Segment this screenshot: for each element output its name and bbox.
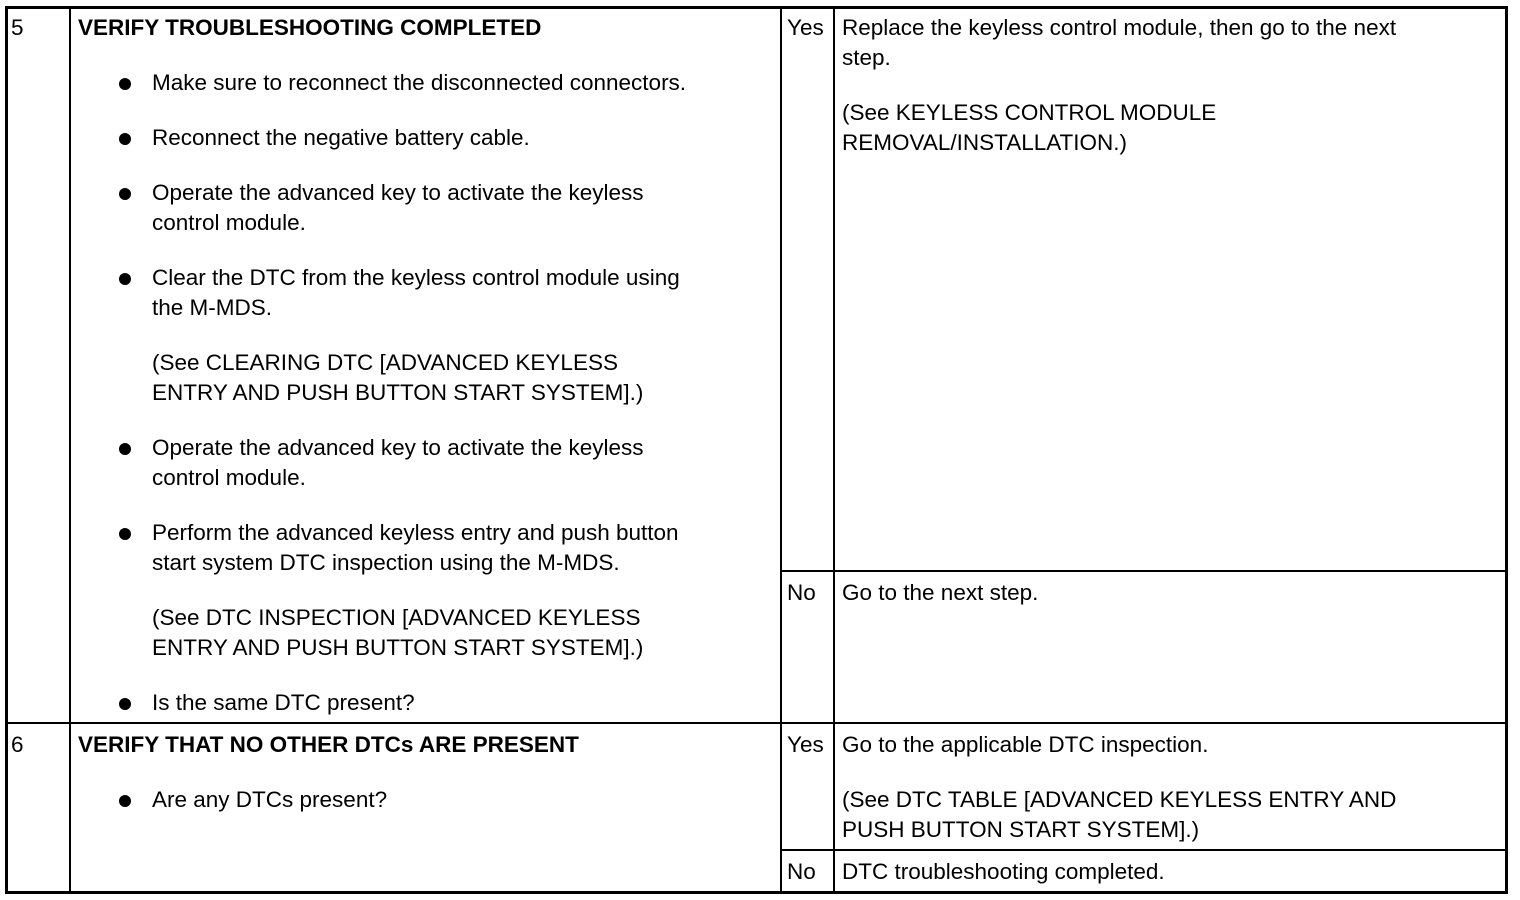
check-item-text: the M-MDS. xyxy=(152,295,273,320)
troubleshooting-table xyxy=(5,6,1508,894)
action-text: step. xyxy=(842,45,891,70)
result-no-label: No xyxy=(787,580,816,605)
bullet-icon xyxy=(119,443,131,455)
bullet-icon xyxy=(119,188,131,200)
check-item-text: Reconnect the negative battery cable. xyxy=(152,125,530,150)
result-yes-label: Yes xyxy=(787,15,824,40)
reference-text: ENTRY AND PUSH BUTTON START SYSTEM].) xyxy=(152,635,644,660)
step-number: 5 xyxy=(11,15,24,40)
row-divider-step6-yes-no xyxy=(780,849,1505,851)
check-item-text: Are any DTCs present? xyxy=(152,787,388,812)
result-no-label: No xyxy=(787,859,816,884)
row-divider-step-6 xyxy=(5,722,1508,724)
check-item-text: control module. xyxy=(152,210,306,235)
action-text: Replace the keyless control module, then go to the next xyxy=(842,15,1397,40)
column-divider-action xyxy=(833,6,835,894)
column-divider-number xyxy=(69,6,71,894)
bullet-icon xyxy=(119,698,131,710)
check-item-text: start system DTC inspection using the M-MDS. xyxy=(152,550,620,575)
check-item-text: Operate the advanced key to activate the keyless xyxy=(152,180,644,205)
row-divider-step5-yes-no xyxy=(780,570,1505,572)
result-yes-label: Yes xyxy=(787,732,824,757)
check-item-text: Perform the advanced keyless entry and push button xyxy=(152,520,679,545)
check-item-text: control module. xyxy=(152,465,306,490)
bullet-icon xyxy=(119,795,131,807)
check-item-text: Operate the advanced key to activate the keyless xyxy=(152,435,644,460)
reference-text: REMOVAL/INSTALLATION.) xyxy=(842,130,1128,155)
check-item-text: Make sure to reconnect the disconnected connectors. xyxy=(152,70,687,95)
bullet-icon xyxy=(119,78,131,90)
check-item-text: Clear the DTC from the keyless control module using xyxy=(152,265,680,290)
reference-text: PUSH BUTTON START SYSTEM].) xyxy=(842,817,1200,842)
action-text: Go to the next step. xyxy=(842,580,1039,605)
reference-text: ENTRY AND PUSH BUTTON START SYSTEM].) xyxy=(152,380,644,405)
action-text: Go to the applicable DTC inspection. xyxy=(842,732,1209,757)
column-divider-result xyxy=(780,6,782,894)
reference-text: (See CLEARING DTC [ADVANCED KEYLESS xyxy=(152,350,618,375)
bullet-icon xyxy=(119,528,131,540)
reference-text: (See KEYLESS CONTROL MODULE xyxy=(842,100,1217,125)
bullet-icon xyxy=(119,273,131,285)
reference-text: (See DTC INSPECTION [ADVANCED KEYLESS xyxy=(152,605,641,630)
check-item-text: Is the same DTC present? xyxy=(152,690,415,715)
step-title: VERIFY TROUBLESHOOTING COMPLETED xyxy=(78,15,542,40)
action-text: DTC troubleshooting completed. xyxy=(842,859,1165,884)
reference-text: (See DTC TABLE [ADVANCED KEYLESS ENTRY AND xyxy=(842,787,1397,812)
bullet-icon xyxy=(119,133,131,145)
step-number: 6 xyxy=(11,732,24,757)
step-title: VERIFY THAT NO OTHER DTCs ARE PRESENT xyxy=(78,732,579,757)
